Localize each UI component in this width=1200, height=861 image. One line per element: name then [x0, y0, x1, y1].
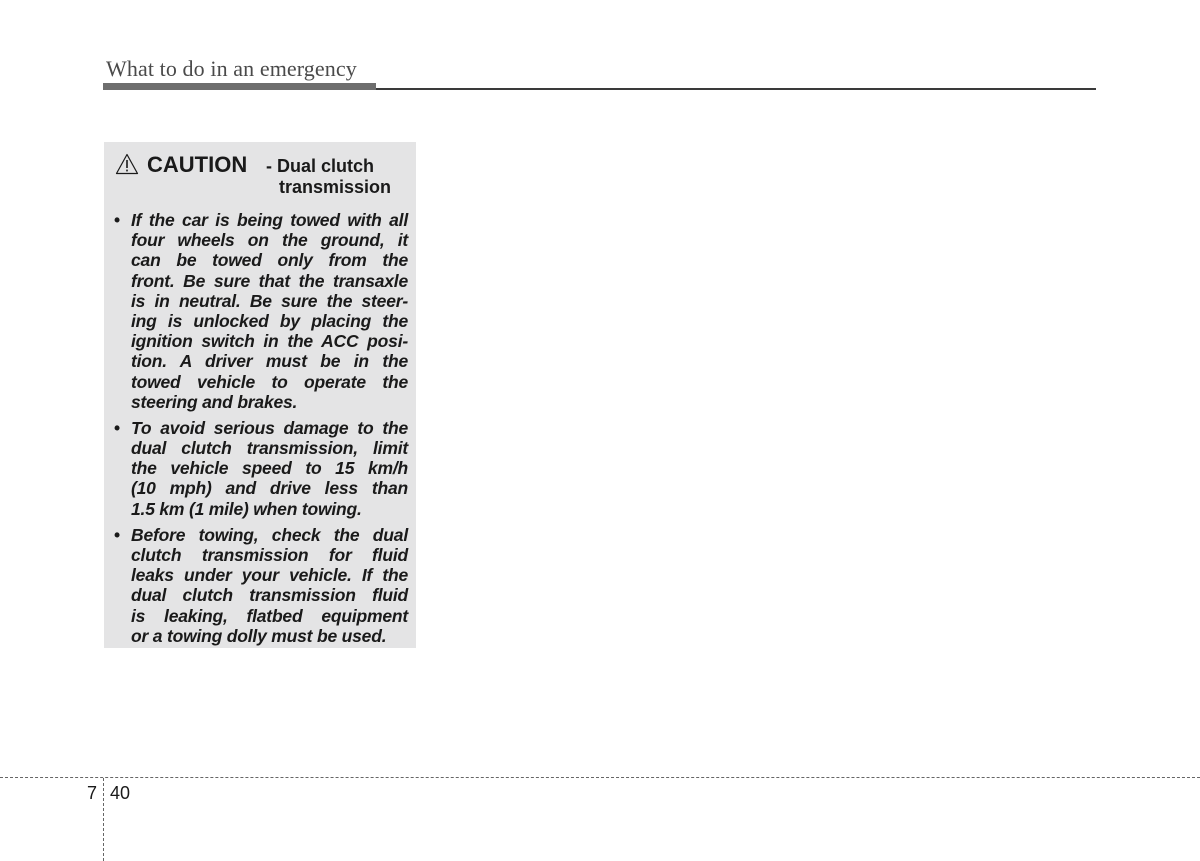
footer-dashed-rule — [0, 777, 1200, 778]
bullet-line: Before towing, check the dual — [131, 524, 408, 545]
bullet-line: the vehicle speed to 15 km/h — [131, 458, 408, 479]
bullet-dot: • — [114, 210, 121, 230]
section-title: What to do in an emergency — [106, 56, 357, 81]
bullet-line: towed vehicle to operate the — [131, 371, 408, 392]
bullet-line: leaks under your vehicle. If the — [131, 565, 408, 586]
bullet-line: can be towed only from the — [131, 250, 408, 271]
caution-heading — [114, 152, 408, 210]
caution-subtitle-line1: - Dual clutch — [266, 156, 375, 176]
caution-box — [104, 142, 416, 648]
bullet-line: front. Be sure that the transaxle — [131, 270, 408, 291]
bullet-line: tion. A driver must be in the — [131, 351, 408, 372]
bullet-line: (10 mph) and drive less than — [131, 478, 408, 499]
bullet-line: ignition switch in the ACC posi- — [131, 331, 408, 352]
bullet-line: four wheels on the ground, it — [131, 230, 408, 251]
bullet-line: ing is unlocked by placing the — [131, 310, 408, 331]
header-rule — [376, 88, 1096, 90]
bullet-dot: • — [114, 524, 121, 545]
footer-dashed-divider — [103, 778, 104, 861]
bullet-line: 1.5 km (1 mile) when towing. — [131, 498, 362, 519]
bullet-line: If the car is being towed with all — [131, 210, 408, 230]
caution-bullet-towing-wheels — [114, 210, 408, 412]
caution-label: CAUTION — [147, 152, 248, 177]
chapter-number: 7 — [87, 783, 98, 803]
bullet-line: dual clutch transmission, limit — [131, 438, 408, 459]
bullet-line: is leaking, flatbed equipment — [131, 605, 408, 626]
bullet-line: To avoid serious damage to the — [131, 417, 408, 438]
caution-bullet-list — [114, 210, 408, 646]
bullet-line: or a towing dolly must be used. — [131, 625, 387, 646]
bullet-line: is in neutral. Be sure the steer- — [131, 290, 408, 311]
bullet-dot: • — [114, 417, 121, 438]
page-number: 40 — [110, 783, 131, 803]
bullet-line: clutch transmission for fluid — [131, 545, 408, 565]
header-rule-accent — [103, 83, 376, 90]
caution-subtitle-line2: transmission — [279, 177, 392, 197]
bullet-line: steering and brakes. — [131, 391, 298, 412]
caution-bullet-fluid-leaks — [114, 525, 408, 646]
caution-bullet-speed-limit — [114, 418, 408, 519]
warning-triangle-icon — [115, 153, 139, 175]
bullet-line: dual clutch transmission fluid — [131, 585, 408, 606]
